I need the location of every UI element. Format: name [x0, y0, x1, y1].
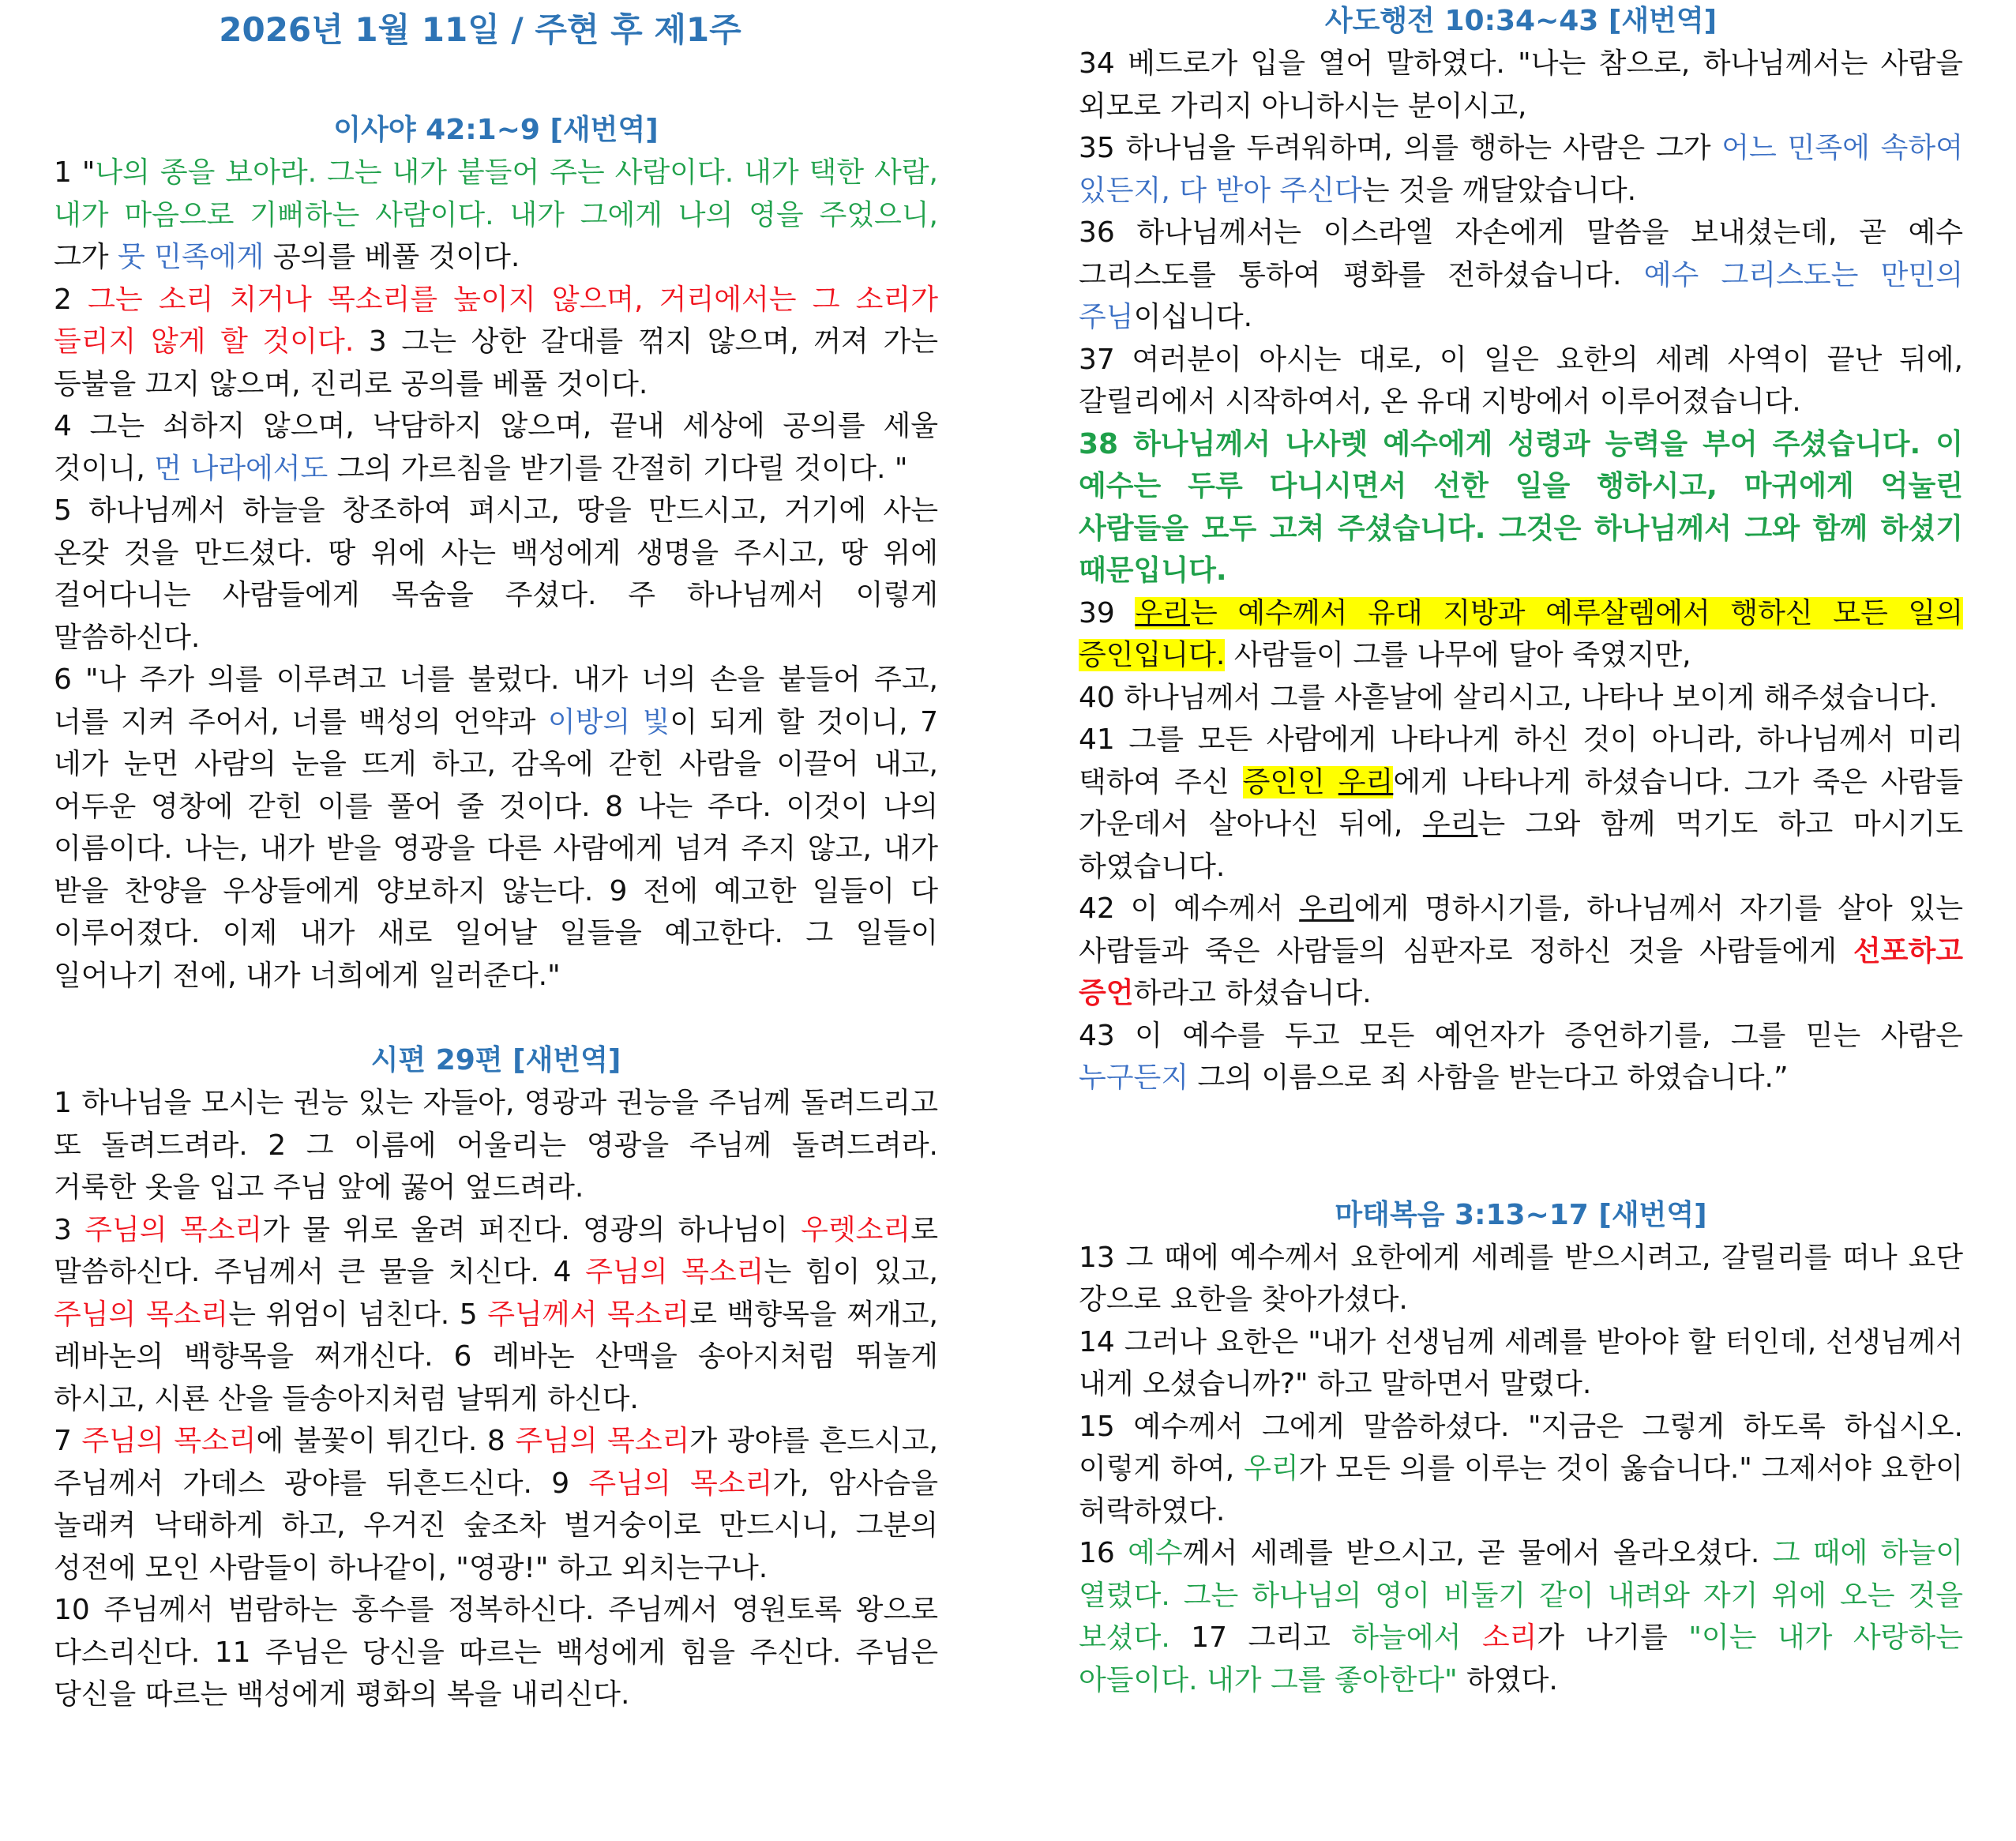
section-title: 마태복음 3:13~17 [새번역]	[1335, 1198, 1707, 1231]
text-run: 누구든지	[1079, 1061, 1189, 1094]
text-run: 선포하고 증언	[1079, 934, 1963, 1009]
text-run: 39	[1079, 596, 1136, 629]
text-run: 14 그러나 요한은 "내가 선생님께 세례를 받아야 할 터인데, 선생님께서 내게 오셨습니까?" 하고 말하면서 말렸다.	[1079, 1325, 1963, 1400]
text-run: 주님의 목소리	[81, 1425, 257, 1457]
verse-paragraph	[1079, 719, 1963, 888]
text-run: 그는 소리 치거나 목소리를 높이지 않으며, 거리에서는 그 소리가 들리지 않게 할 것이다.	[54, 283, 938, 358]
text-run: 7	[54, 1425, 82, 1457]
text-run: "이는 내가 사랑하는 아들이다. 내가 그를 좋아한다"	[1079, 1621, 1964, 1696]
text-run: 우렛소리	[801, 1213, 911, 1246]
verse-paragraph	[1079, 1237, 1963, 1321]
text-run: 3 그는 상한 갈대를 꺾지 않으며, 꺼져 가는 등불을 끄지 않으며, 진리로 공의를 베풀 것이다.	[54, 325, 939, 400]
text-run: 6 "나 주가 의를 이루려고 너를 불렀다. 내가 너의 손을 붙들어 주고, 너를 지켜 주어서, 너를 백성의 언약과	[54, 663, 938, 738]
text-run: 13 그 때에 예수께서 요한에게 세례를 받으시려고, 갈릴리를 떠나 요단 강으로 요한을 찾아가셨다.	[1079, 1241, 1963, 1316]
text-run: 우리	[1135, 596, 1190, 629]
verse-paragraph	[1079, 1532, 1963, 1701]
text-run: 우리	[1422, 808, 1478, 840]
verse-paragraph	[1079, 1015, 1963, 1099]
text-run: 가 모든 의를 이루는 것이 옳습니다." 그제서야 요한이 허락하였다.	[1079, 1452, 1963, 1527]
left-sections	[54, 54, 938, 1716]
text-run: 사람들이 그를 나무에 달아 죽였지만,	[1225, 639, 1691, 671]
text-run: 주님의 목소리	[54, 1298, 229, 1331]
verse-paragraph	[1079, 677, 1963, 719]
text-run: 그 때에 하늘이 열렸다. 그는 하나님의 영이 비둘기 같이 내려와 자기 위에 오는 것을 보셨다.	[1079, 1537, 1963, 1654]
right-column	[1079, 0, 1963, 1701]
verse-paragraph	[54, 152, 938, 279]
right-sections	[1079, 0, 1963, 1701]
text-run: 17 그리고	[1169, 1621, 1352, 1654]
text-run: 35 하나님을 두려워하며, 의를 행하는 사람은 그가	[1079, 132, 1722, 164]
section-spacer	[54, 54, 938, 109]
text-run: 께서 세례를 받으시고, 곧 물에서 올라오셨다.	[1182, 1537, 1773, 1569]
verse-paragraph	[54, 659, 938, 997]
text-run: 그가	[54, 241, 118, 273]
text-run: 38 하나님께서 나사렛 예수에게 성령과 능력을 부어 주셨습니다. 이 예수는 두루 다니시면서 선한 일을 행하시고, 마귀에게 억눌린 사람들을 모두 고쳐 주셨습니다. 그것은 하나님께서 그와 함께 하셨기 때문입니다.	[1079, 427, 1963, 587]
verse-paragraph	[54, 405, 938, 490]
text-run: 뭇 민족에게	[118, 241, 265, 273]
verse-paragraph	[1079, 592, 1963, 677]
text-run: 가 나기를	[1537, 1621, 1689, 1654]
verse-paragraph	[1079, 1321, 1963, 1406]
text-run: 이방의 빛	[547, 705, 670, 738]
verse-paragraph	[54, 1082, 938, 1209]
text-run: 1 "	[54, 156, 96, 189]
text-run: 5 하나님께서 하늘을 창조하여 펴시고, 땅을 만드시고, 거기에 사는 온갖 것을 만드셨다. 땅 위에 사는 백성에게 생명을 주시고, 땅 위에 걸어다니는 사람들에게 목숨을 주셨다. 주 하나님께서 이렇게 말씀하신다.	[54, 494, 938, 654]
text-run: 로 말씀하신다. 주님께서 큰 물을 치신다. 4	[54, 1213, 938, 1288]
verse-paragraph	[54, 1209, 938, 1421]
text-run: 먼 나라에서도	[154, 452, 328, 485]
text-run: 10 주님께서 범람하는 홍수를 정복하신다. 주님께서 영원토록 왕으로 다스리신다. 11 주님은 당신을 따르는 백성에게 힘을 주신다. 주님은 당신을 따르는 백성에게 평화의 복을 내리신다.	[54, 1594, 938, 1711]
text-run: 우리	[1299, 892, 1354, 925]
verse-paragraph	[1079, 339, 1963, 423]
verse-paragraph	[54, 1589, 938, 1716]
text-run: 는 그와 함께 먹기도 하고 마시기도 하였습니다.	[1079, 808, 1963, 883]
text-run: 소리	[1481, 1621, 1537, 1654]
text-run: 에게 명하시기를, 하나님께서 자기를 살아 있는 사람들과 죽은 사람들의 심판자로 정하신 것을 사람들에게	[1079, 892, 1963, 967]
text-run: 이 되게 할 것이니, 7 네가 눈먼 사람의 눈을 뜨게 하고, 감옥에 갇힌 사람을 이끌어 내고, 어두운 영창에 갇힌 이를 풀어 줄 것이다. 8 나는 주다. 이것이 나의 이름이다. 나는, 내가 받을 영광을 다른 사람에게 넘겨 주지 않고, 내가 받을 찬양을 우상들에게 양보하지 않는다. 9 전에 예고한 일들이 다 이루어졌다. 이제 내가 새로 일어날 일들을 예고한다. 그 일들이 일어나기 전에, 내가 너희에게 일러준다."	[54, 705, 938, 992]
text-run: 37 여러분이 아시는 대로, 이 일은 요한의 세례 사역이 끝난 뒤에, 갈릴리에서 시작하여서, 온 유대 지방에서 이루어졌습니다.	[1079, 343, 1963, 418]
text-run: 에 불꽃이 튀긴다. 8	[256, 1425, 516, 1457]
text-run: 3	[54, 1213, 85, 1246]
verse-paragraph	[1079, 1406, 1963, 1533]
text-run: 40 하나님께서 그를 사흗날에 살리시고, 나타나 보이게 해주셨습니다.	[1079, 681, 1938, 714]
text-run: 로 백향목을 쩌개고, 레바논의 백향목을 쩌개신다. 6 레바논 산맥을 송아지처럼 뛰놀게 하시고, 시룐 산을 들송아지처럼 날뛰게 하신다.	[54, 1298, 938, 1415]
verse-paragraph	[1079, 127, 1963, 212]
text-run: 우리	[1244, 1452, 1299, 1485]
text-run: 나의 종을 보아라. 그는 내가 붙들어 주는 사람이다. 내가 택한 사람, 내가 마음으로 기뻐하는 사람이다. 내가 그에게 나의 영을 주었으니,	[54, 156, 938, 231]
text-run: 주님의 목소리	[588, 1467, 773, 1500]
text-run: 가 물 위로 울려 퍼진다. 영광의 하나님이	[262, 1213, 802, 1246]
text-run: 에게 나타나게 하셨습니다. 그가 죽은 사람들 가운데서 살아나신 뒤에,	[1079, 765, 1963, 840]
text-run: 42 이 예수께서	[1079, 892, 1300, 925]
text-run: 그의 이름으로 죄 사함을 받는다고 하였습니다.”	[1188, 1061, 1789, 1094]
text-run: 가 광야를 흔드시고, 주님께서 가데스 광야를 뒤흔드신다. 9	[54, 1425, 938, 1500]
text-run: 1 하나님을 모시는 권능 있는 자들아, 영광과 권능을 주님께 돌려드리고 또 돌려드려라. 2 그 이름에 어울리는 영광을 주님께 돌려드려라. 거룩한 옷을 입고 주님 앞에 꿇어 엎드려라.	[54, 1087, 938, 1204]
text-run: 하라고 하셨습니다.	[1133, 977, 1372, 1009]
text-run: 주님의 목소리	[84, 1213, 263, 1246]
section-title: 이사야 42:1~9 [새번역]	[333, 114, 659, 146]
text-run: 4 그는 쇠하지 않으며, 낙담하지 않으며, 끝내 세상에 공의를 세울 것이니,	[54, 410, 938, 485]
section-title: 시편 29편 [새번역]	[370, 1044, 621, 1076]
verse-paragraph	[1079, 43, 1963, 127]
page-title: 2026년 1월 11일 / 주현 후 제1주	[219, 10, 741, 49]
text-run: 36 하나님께서는 이스라엘 자손에게 말씀을 보내셨는데, 곧 예수 그리스도를 통하여 평화를 전하셨습니다.	[1079, 216, 1963, 291]
text-run: 34 베드로가 입을 열어 말하였다. "나는 참으로, 하나님께서는 사람을 외모로 가리지 아니하시는 분이시고,	[1079, 47, 1963, 122]
text-run: 주님의 목소리	[515, 1425, 690, 1457]
text-run: 우리	[1338, 765, 1394, 798]
text-run: 41 그를 모든 사람에게 나타나게 하신 것이 아니라, 하나님께서 미리 택하여 주신	[1079, 723, 1963, 798]
text-run: 그의 가르침을 받기를 간절히 기다릴 것이다. "	[328, 452, 908, 485]
verse-paragraph	[1079, 423, 1963, 592]
text-run: 증인인	[1242, 765, 1338, 798]
verse-paragraph	[54, 1420, 938, 1589]
text-run: 하늘에서	[1351, 1621, 1462, 1654]
text-run: 는 것을 깨달았습니다.	[1361, 174, 1637, 207]
text-run: 는 위엄이 넘친다. 5	[228, 1298, 488, 1331]
text-run: 2	[54, 283, 88, 316]
text-run: 는 예수께서 유대 지방과 예루살렘에서 행하신 모든 일의 증인입니다.	[1079, 596, 1963, 671]
text-run: 15 예수께서 그에게 말씀하셨다. "지금은 그렇게 하도록 하십시오. 이렇게 하여,	[1079, 1410, 1963, 1485]
text-run: 하였다.	[1457, 1663, 1558, 1696]
verse-paragraph	[1079, 212, 1963, 339]
section-spacer	[1079, 1099, 1963, 1194]
text-run: 이십니다.	[1133, 301, 1253, 333]
text-run: 어느 민족에 속하여 있든지, 다 받아 주신다	[1079, 132, 1963, 207]
text-run: 예수	[1128, 1537, 1183, 1569]
text-run: 16	[1079, 1537, 1128, 1569]
text-run: 43 이 예수를 두고 모든 예언자가 증언하기를, 그를 믿는 사람은	[1079, 1019, 1963, 1052]
verse-paragraph	[1079, 888, 1963, 1015]
left-column	[54, 0, 938, 1716]
text-run: 가, 암사슴을 놀래켜 낙태하게 하고, 우거진 숲조차 벌거숭이로 만드시니, 그분의 성전에 모인 사람들이 하나같이, "영광!" 하고 외치는구나.	[54, 1467, 938, 1584]
verse-paragraph	[54, 279, 938, 406]
text-run: 공의를 베풀 것이다.	[264, 241, 520, 273]
section-spacer	[54, 997, 938, 1039]
text-run: 는 힘이 있고,	[764, 1256, 938, 1288]
text-run: 예수 그리스도는 만민의 주님	[1079, 258, 1963, 333]
verse-paragraph	[54, 490, 938, 659]
text-run: 주님의 목소리	[585, 1256, 764, 1288]
text-run: 주님께서 목소리	[487, 1298, 690, 1331]
section-title: 사도행전 10:34~43 [새번역]	[1324, 5, 1718, 37]
text-run	[1461, 1621, 1481, 1654]
